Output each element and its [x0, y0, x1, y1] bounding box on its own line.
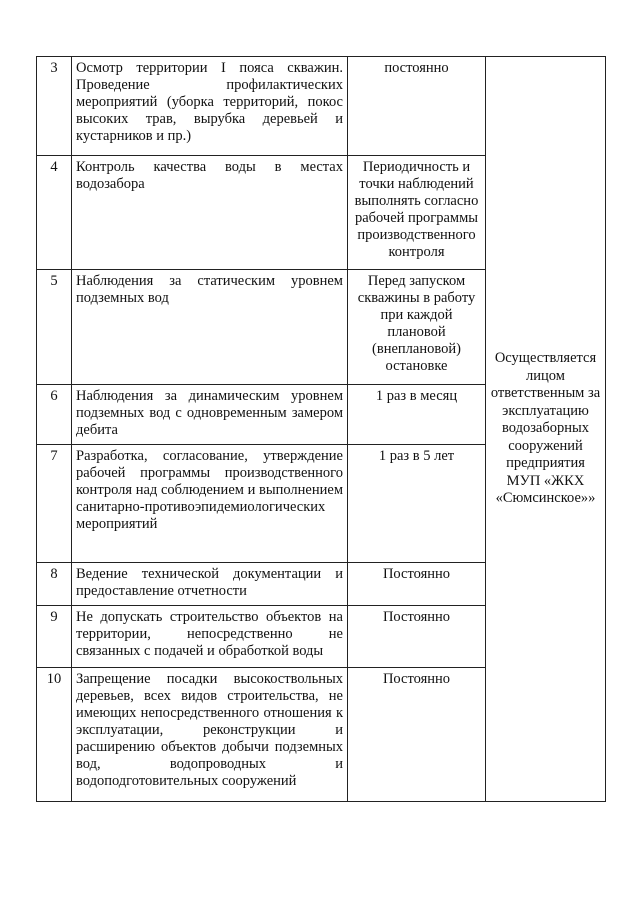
periodicity-text: 1 раз в месяц	[348, 385, 486, 445]
activity-text: Осмотр территории I пояса скважин. Проведение профилактических мероприятий (уборка территорий, покос высоких трав, вырубка деревьей и кустарников и пр.)	[72, 57, 348, 156]
row-number: 9	[37, 606, 72, 668]
periodicity-text: 1 раз в 5 лет	[348, 445, 486, 563]
row-number: 3	[37, 57, 72, 156]
table-row	[37, 57, 606, 156]
activity-text: Ведение технической документации и предоставление отчетности	[72, 563, 348, 606]
periodicity-text: Постоянно	[348, 668, 486, 802]
periodicity-text: Периодичность и точки наблюдений выполнять согласно рабочей программы производственного контроля	[348, 156, 486, 270]
row-number: 10	[37, 668, 72, 802]
row-number: 5	[37, 270, 72, 385]
periodicity-text: Постоянно	[348, 606, 486, 668]
responsible-party: Осуществляется лицом ответственным за эксплуатацию водозаборных сооружений предприятия МУП «ЖКХ «Сюмсинское»»	[486, 57, 606, 802]
row-number: 8	[37, 563, 72, 606]
periodicity-text: постоянно	[348, 57, 486, 156]
activity-text: Разработка, согласование, утверждение рабочей программы производственного контроля над соблюдением и выполнением санитарно-противоэпидемиологических мероприятий	[72, 445, 348, 563]
activity-text: Не допускать строительство объектов на территории, непосредственно не связанных с подачей и обработкой воды	[72, 606, 348, 668]
activity-text: Наблюдения за динамическим уровнем подземных вод с одновременным замером дебита	[72, 385, 348, 445]
measures-table	[36, 56, 606, 802]
row-number: 6	[37, 385, 72, 445]
row-number: 4	[37, 156, 72, 270]
activity-text: Запрещение посадки высокоствольных деревьев, всех видов строительства, не имеющих непосредственного отношения к эксплуатации, реконструкции и расширению объектов добычи подземных вод, водопроводных и водоподготовительных сооружений	[72, 668, 348, 802]
activity-text: Наблюдения за статическим уровнем подземных вод	[72, 270, 348, 385]
activity-text: Контроль качества воды в местах водозабора	[72, 156, 348, 270]
periodicity-text: Перед запуском скважины в работу при каждой плановой (внеплановой) остановке	[348, 270, 486, 385]
periodicity-text: Постоянно	[348, 563, 486, 606]
row-number: 7	[37, 445, 72, 563]
